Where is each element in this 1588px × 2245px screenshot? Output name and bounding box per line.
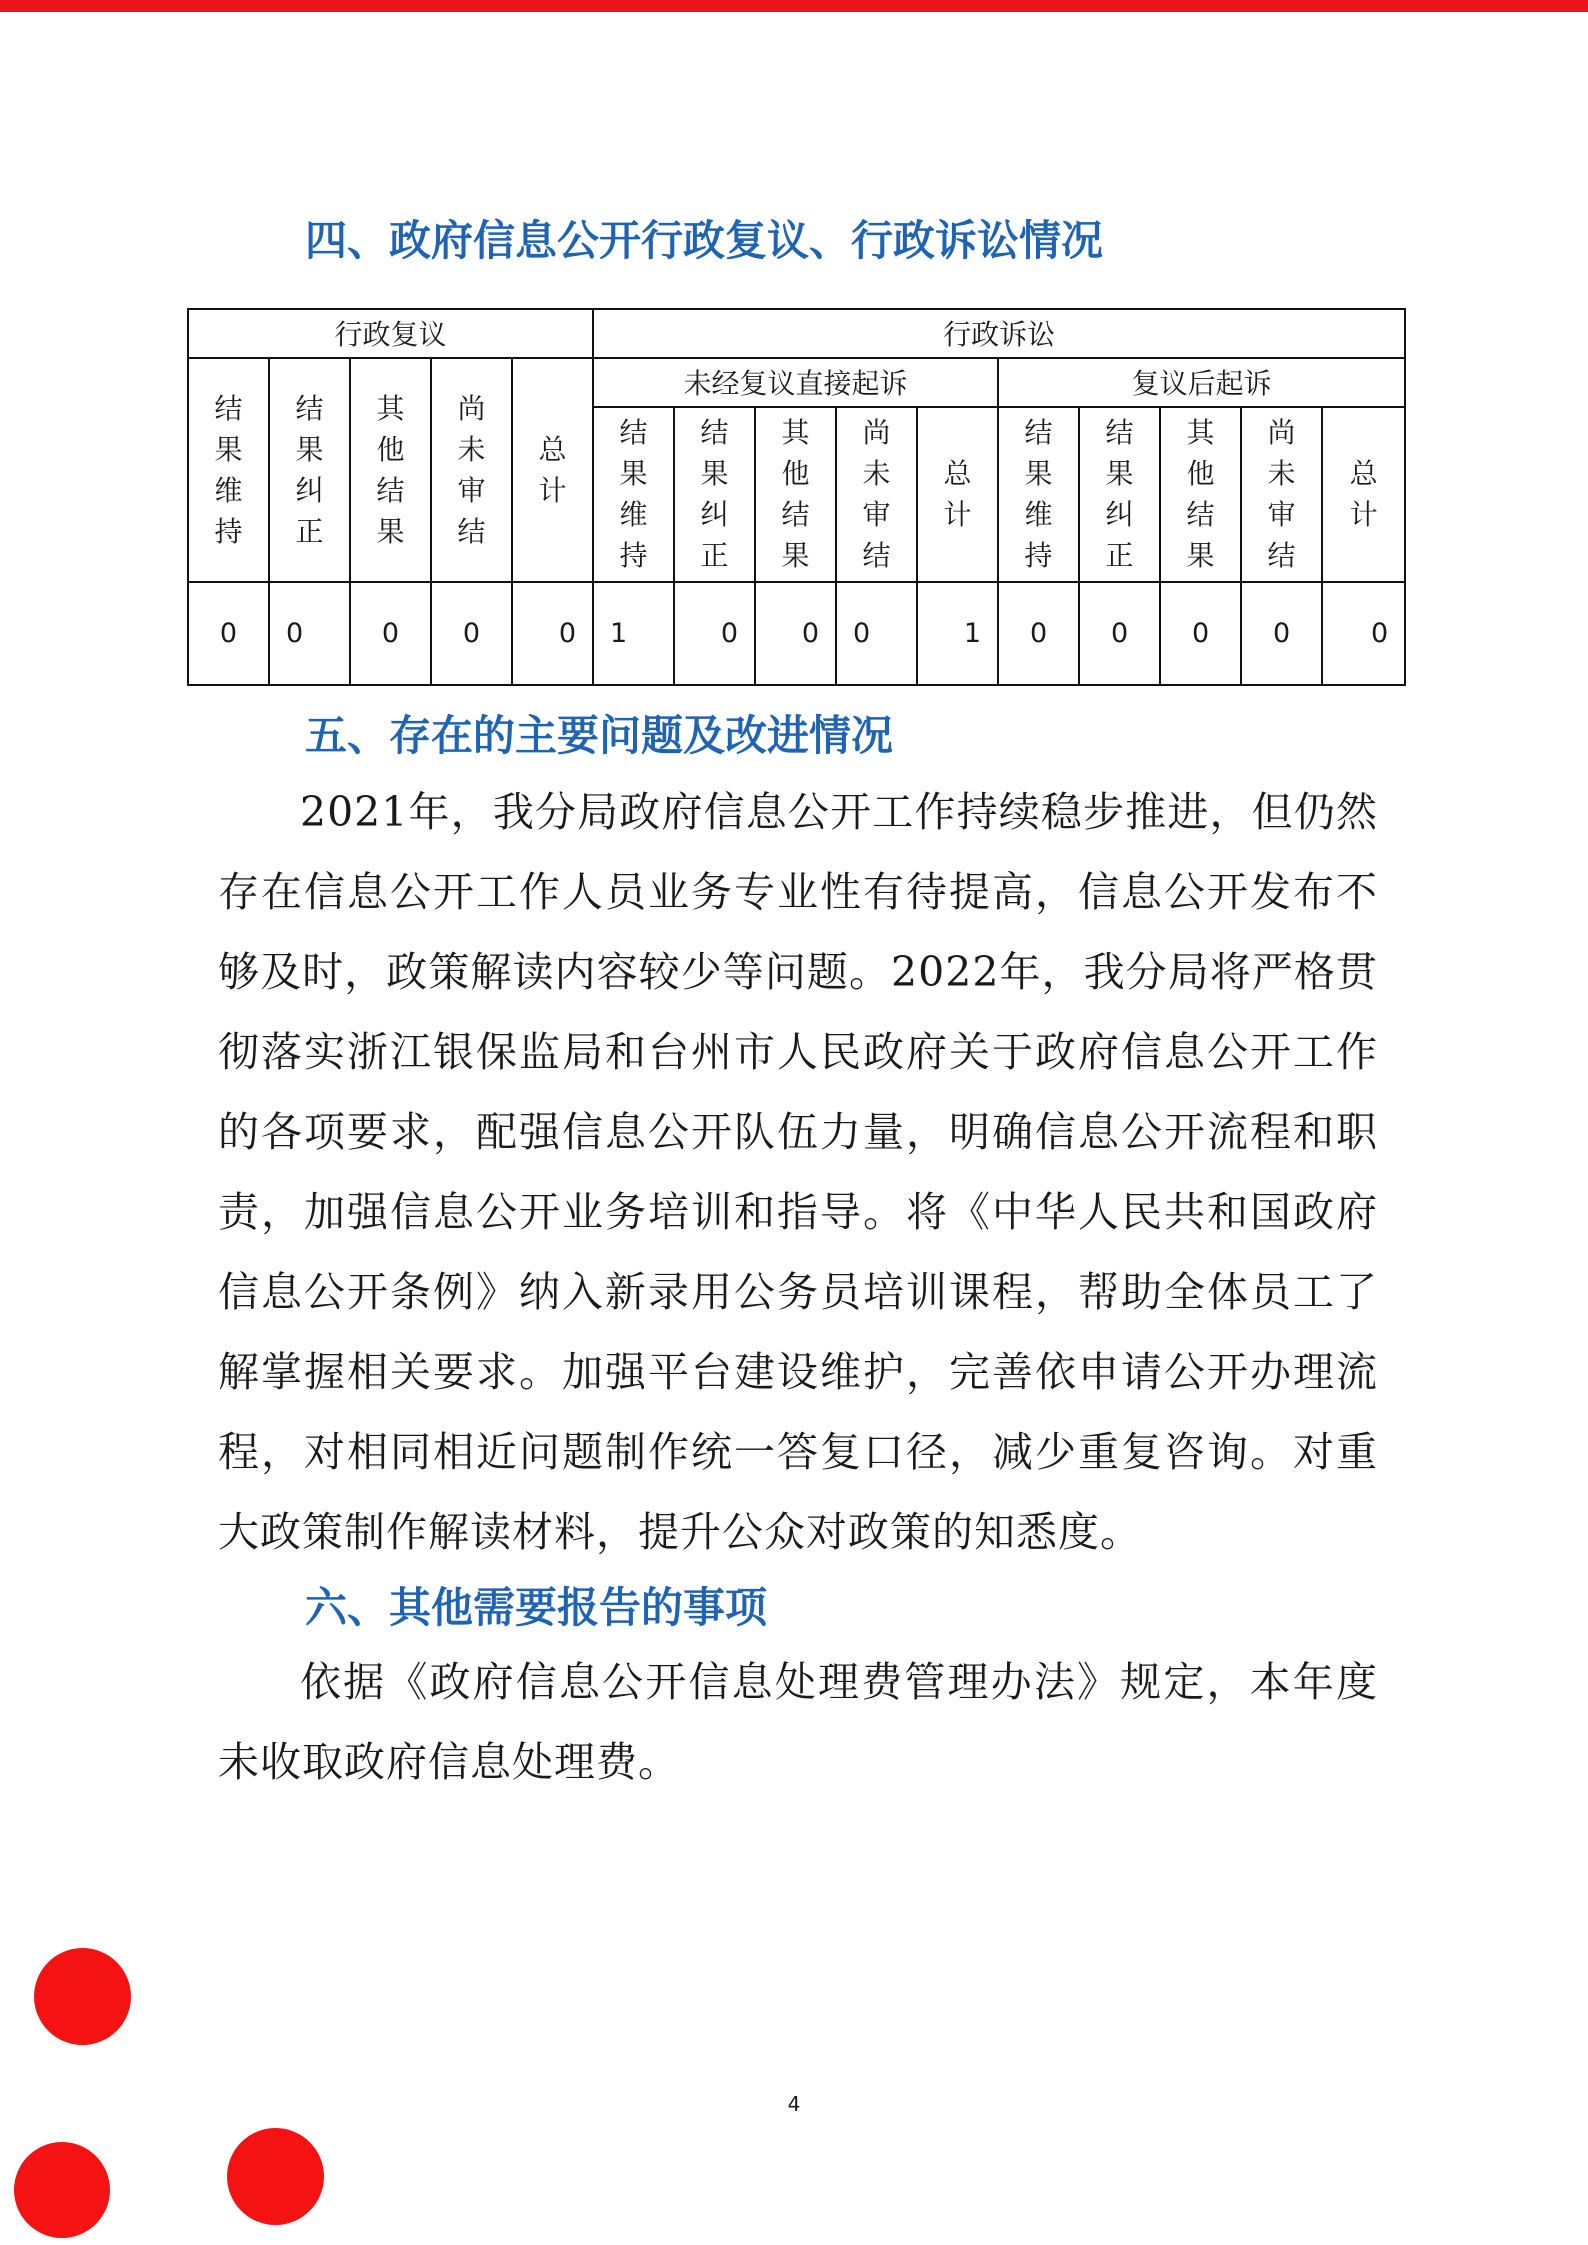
review-col-pending: 尚未审结: [431, 358, 512, 582]
review-col-other: 其他结果: [350, 358, 431, 582]
red-dot-decoration: [34, 1948, 131, 2045]
review-col-corrected: 结果纠正: [269, 358, 350, 582]
value-cell: 1: [917, 582, 998, 685]
header-admin-review: 行政复议: [188, 309, 593, 358]
red-dot-decoration: [14, 2142, 110, 2238]
other-matters-paragraph: 依据《政府信息公开信息处理费管理办法》规定，本年度未收取政府信息处理费。: [218, 1658, 1378, 1786]
value-cell: 0: [1079, 582, 1160, 685]
review-col-total: 总计: [512, 358, 593, 582]
header-admin-litigation: 行政诉讼: [593, 309, 1405, 358]
review-litigation-table: [187, 308, 1406, 686]
after-col-total: 总计: [1322, 407, 1405, 582]
after-col-pending: 尚未审结: [1241, 407, 1322, 582]
value-cell: 1: [593, 582, 674, 685]
value-cell: 0: [269, 582, 350, 685]
value-cell: 0: [674, 582, 755, 685]
value-cell: 0: [512, 582, 593, 685]
problems-paragraph: 2021年，我分局政府信息公开工作持续稳步推进，但仍然存在信息公开工作人员业务专业性有待提高，信息公开发布不够及时，政策解读内容较少等问题。2022年，我分局将严格贯彻落实浙江银保监局和台州市人民政府关于政府信息公开工作的各项要求，配强信息公开队伍力量，明确信息公开流程和职责，加强信息公开业务培训和指导。将《中华人民共和国政府信息公开条例》纳入新录用公务员培训课程，帮助全体员工了解掌握相关要求。加强平台建设维护，完善依申请公开办理流程，对相同相近问题制作统一答复口径，减少重复咨询。对重大政策制作解读材料，提升公众对政策的知悉度。: [218, 788, 1378, 1556]
red-dot-decoration: [227, 2128, 324, 2225]
direct-col-total: 总计: [917, 407, 998, 582]
value-cell: 0: [836, 582, 917, 685]
page-number: 4: [787, 2092, 801, 2116]
header-suit-after-review: 复议后起诉: [998, 358, 1405, 407]
section-heading-6: 六、其他需要报告的事项: [305, 1583, 768, 1632]
section-heading-4: 四、政府信息公开行政复议、行政诉讼情况: [305, 216, 1104, 265]
section-heading-5: 五、存在的主要问题及改进情况: [305, 711, 894, 760]
direct-col-maintained: 结果维持: [593, 407, 674, 582]
direct-col-other: 其他结果: [755, 407, 836, 582]
direct-col-corrected: 结果纠正: [674, 407, 755, 582]
value-cell: 0: [755, 582, 836, 685]
value-cell: 0: [431, 582, 512, 685]
review-col-maintained: 结果维持: [188, 358, 269, 582]
top-red-bar: [0, 0, 1588, 12]
value-cell: 0: [1241, 582, 1322, 685]
value-cell: 0: [188, 582, 269, 685]
value-cell: 0: [1160, 582, 1241, 685]
value-cell: 0: [998, 582, 1079, 685]
after-col-corrected: 结果纠正: [1079, 407, 1160, 582]
value-cell: 0: [1322, 582, 1405, 685]
after-col-maintained: 结果维持: [998, 407, 1079, 582]
header-direct-suit: 未经复议直接起诉: [593, 358, 998, 407]
direct-col-pending: 尚未审结: [836, 407, 917, 582]
after-col-other: 其他结果: [1160, 407, 1241, 582]
value-cell: 0: [350, 582, 431, 685]
